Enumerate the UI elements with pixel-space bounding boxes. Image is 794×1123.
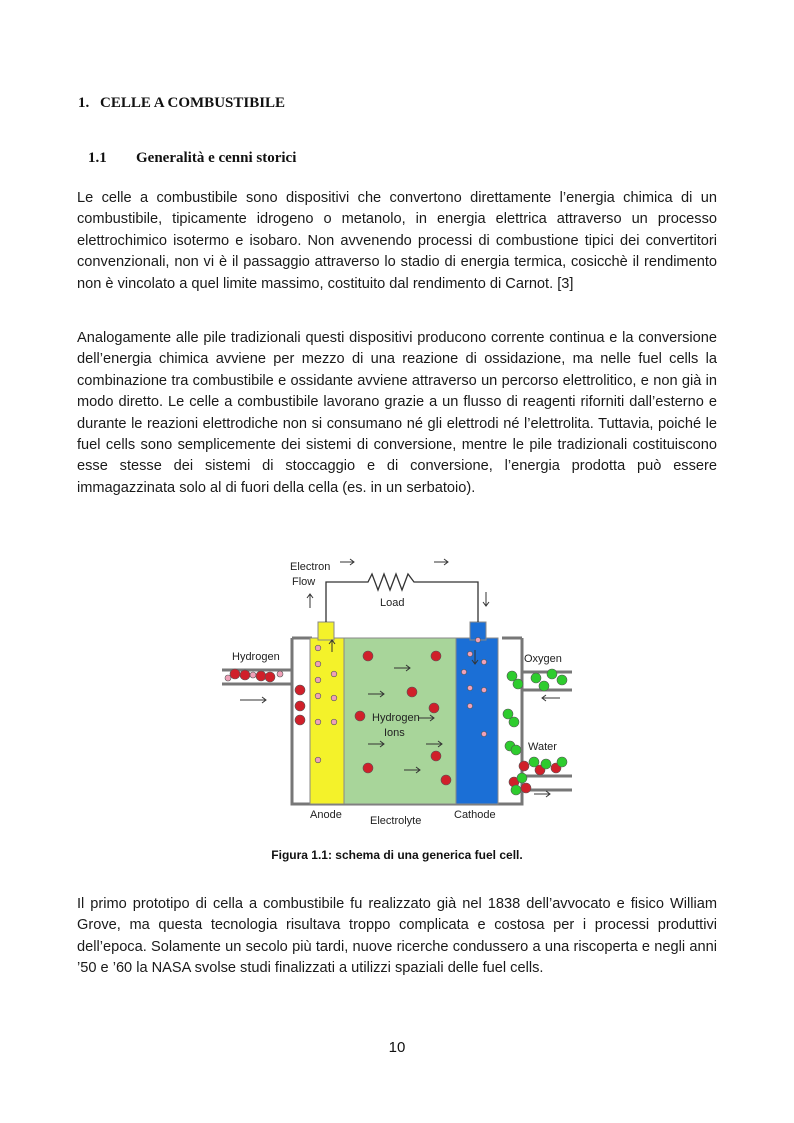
- label-electrolyte: Electrolyte: [370, 815, 422, 827]
- figure-caption: Figura 1.1: schema di una generica fuel cell.: [271, 848, 523, 862]
- hydrogen-ion: [467, 685, 472, 690]
- label-hydrogen-ions-1: Hydrogen: [372, 712, 420, 724]
- hydrogen-molecule: [295, 685, 305, 695]
- hydrogen-ion: [315, 719, 321, 725]
- paragraph-intro: Le celle a combustibile sono dispositivi che convertono direttamente l’energia chimica di un combustibile, tipicamente idrogeno o metanolo, in energia elettrica attraverso un processo elettrochimico isotermo e isobaro. Non avvenendo processi di combustione tipici dei convertitori convenzionali, non vi è il passaggio attraverso lo stadio di energia termica, cosicchè il rendimento non è vincolato a quel limite massimo, costituito dal rendimento di Carnot. [3]: [77, 190, 717, 292]
- hydrogen-ion: [315, 757, 321, 763]
- oxygen-molecule: [513, 679, 523, 689]
- section-number: 1.1: [88, 150, 107, 166]
- section-title: Generalità e cenni storici: [136, 150, 297, 166]
- hydrogen-ion: [467, 651, 472, 656]
- water-molecule: [519, 761, 529, 771]
- hydrogen-ion: [250, 672, 256, 678]
- hydrogen-ion: [475, 637, 480, 642]
- hydrogen-ion: [481, 659, 486, 664]
- paragraph-comparison: Analogamente alle pile tradizionali questi dispositivi producono corrente continua e la conversione dell’energia chimica avviene per mezzo di una reazione di ossidazione, ma nelle fuel cells la combinazione tra combustibile e ossidante avviene attraverso un percorso elettrolitico, e non già in modo diretto. Le celle a combustibile lavorano grazie a un flusso di reagenti riforniti dall’esterno e durante le reazioni elettrodiche non si consumano né gli elettrodi né l’elettrolita. Tuttavia, poiché le fuel cells sono semplicemente dei sistemi di conversione, mentre le pile tradizionali costituiscono esse stesse dei sistemi di stoccaggio e di conversione, l’energia prodotta può essere immagazzinata solo al di fuori della cella (es. in un serbatoio).: [77, 330, 717, 496]
- oxygen-molecule: [531, 673, 541, 683]
- label-cathode: Cathode: [454, 809, 496, 821]
- oxygen-molecule: [547, 669, 557, 679]
- hydrogen-ion: [315, 693, 321, 699]
- hydrogen-ion: [277, 671, 283, 677]
- hydrogen-ion: [461, 669, 466, 674]
- oxygen-molecule: [557, 675, 567, 685]
- oxygen-molecule: [511, 745, 521, 755]
- hydrogen-molecule: [355, 711, 365, 721]
- label-hydrogen: Hydrogen: [232, 651, 280, 663]
- hydrogen-molecule: [230, 669, 240, 679]
- hydrogen-ion: [315, 661, 321, 667]
- hydrogen-ion: [467, 703, 472, 708]
- label-water: Water: [528, 741, 557, 753]
- hydrogen-ion: [481, 687, 486, 692]
- label-hydrogen-ions-2: Ions: [384, 727, 405, 739]
- label-electron: Electron: [290, 561, 331, 573]
- water-molecule: [511, 785, 521, 795]
- hydrogen-molecule: [295, 701, 305, 711]
- chapter-title: CELLE A COMBUSTIBILE: [100, 95, 286, 111]
- water-molecule: [557, 757, 567, 767]
- cathode-layer: [456, 638, 498, 804]
- oxygen-molecule: [509, 717, 519, 727]
- chapter-number: 1.: [78, 95, 90, 111]
- page-number: 10: [388, 1039, 406, 1056]
- hydrogen-ion: [331, 695, 337, 701]
- label-flow: Flow: [292, 576, 316, 588]
- hydrogen-molecule: [295, 715, 305, 725]
- label-anode: Anode: [310, 809, 342, 821]
- hydrogen-molecule: [240, 670, 250, 680]
- chapter-heading: [78, 95, 285, 112]
- hydrogen-molecule: [431, 751, 441, 761]
- hydrogen-ion: [331, 671, 337, 677]
- water-molecule: [521, 783, 531, 793]
- fuel-cell-diagram: [222, 550, 578, 830]
- hydrogen-ion: [315, 677, 321, 683]
- hydrogen-molecule: [256, 671, 266, 681]
- hydrogen-molecule: [265, 672, 275, 682]
- hydrogen-molecule: [431, 651, 441, 661]
- label-oxygen: Oxygen: [524, 653, 562, 665]
- hydrogen-molecule: [363, 763, 373, 773]
- hydrogen-molecule: [441, 775, 451, 785]
- section-heading: [88, 150, 296, 167]
- label-load: Load: [380, 597, 405, 609]
- water-molecule: [541, 759, 551, 769]
- paragraph-history: Il primo prototipo di cella a combustibile fu realizzato già nel 1838 dell’avvocato e fisico William Grove, ma questa tecnologia risultava troppo complicata e costosa per i processi produttivi dell’epoca. Solamente un secolo più tardi, nuove ricerche condussero a una riscoperta e negli anni ’50 e ’60 la NASA svolse studi finalizzati a utilizzi spaziali delle fuel cells.: [77, 896, 717, 977]
- water-molecule: [517, 773, 527, 783]
- oxygen-molecule: [539, 681, 549, 691]
- hydrogen-molecule: [363, 651, 373, 661]
- hydrogen-ion: [315, 645, 321, 651]
- hydrogen-molecule: [407, 687, 417, 697]
- anode-terminal: [318, 622, 334, 640]
- hydrogen-ion: [481, 731, 486, 736]
- hydrogen-ion: [331, 719, 337, 725]
- hydrogen-molecule: [429, 703, 439, 713]
